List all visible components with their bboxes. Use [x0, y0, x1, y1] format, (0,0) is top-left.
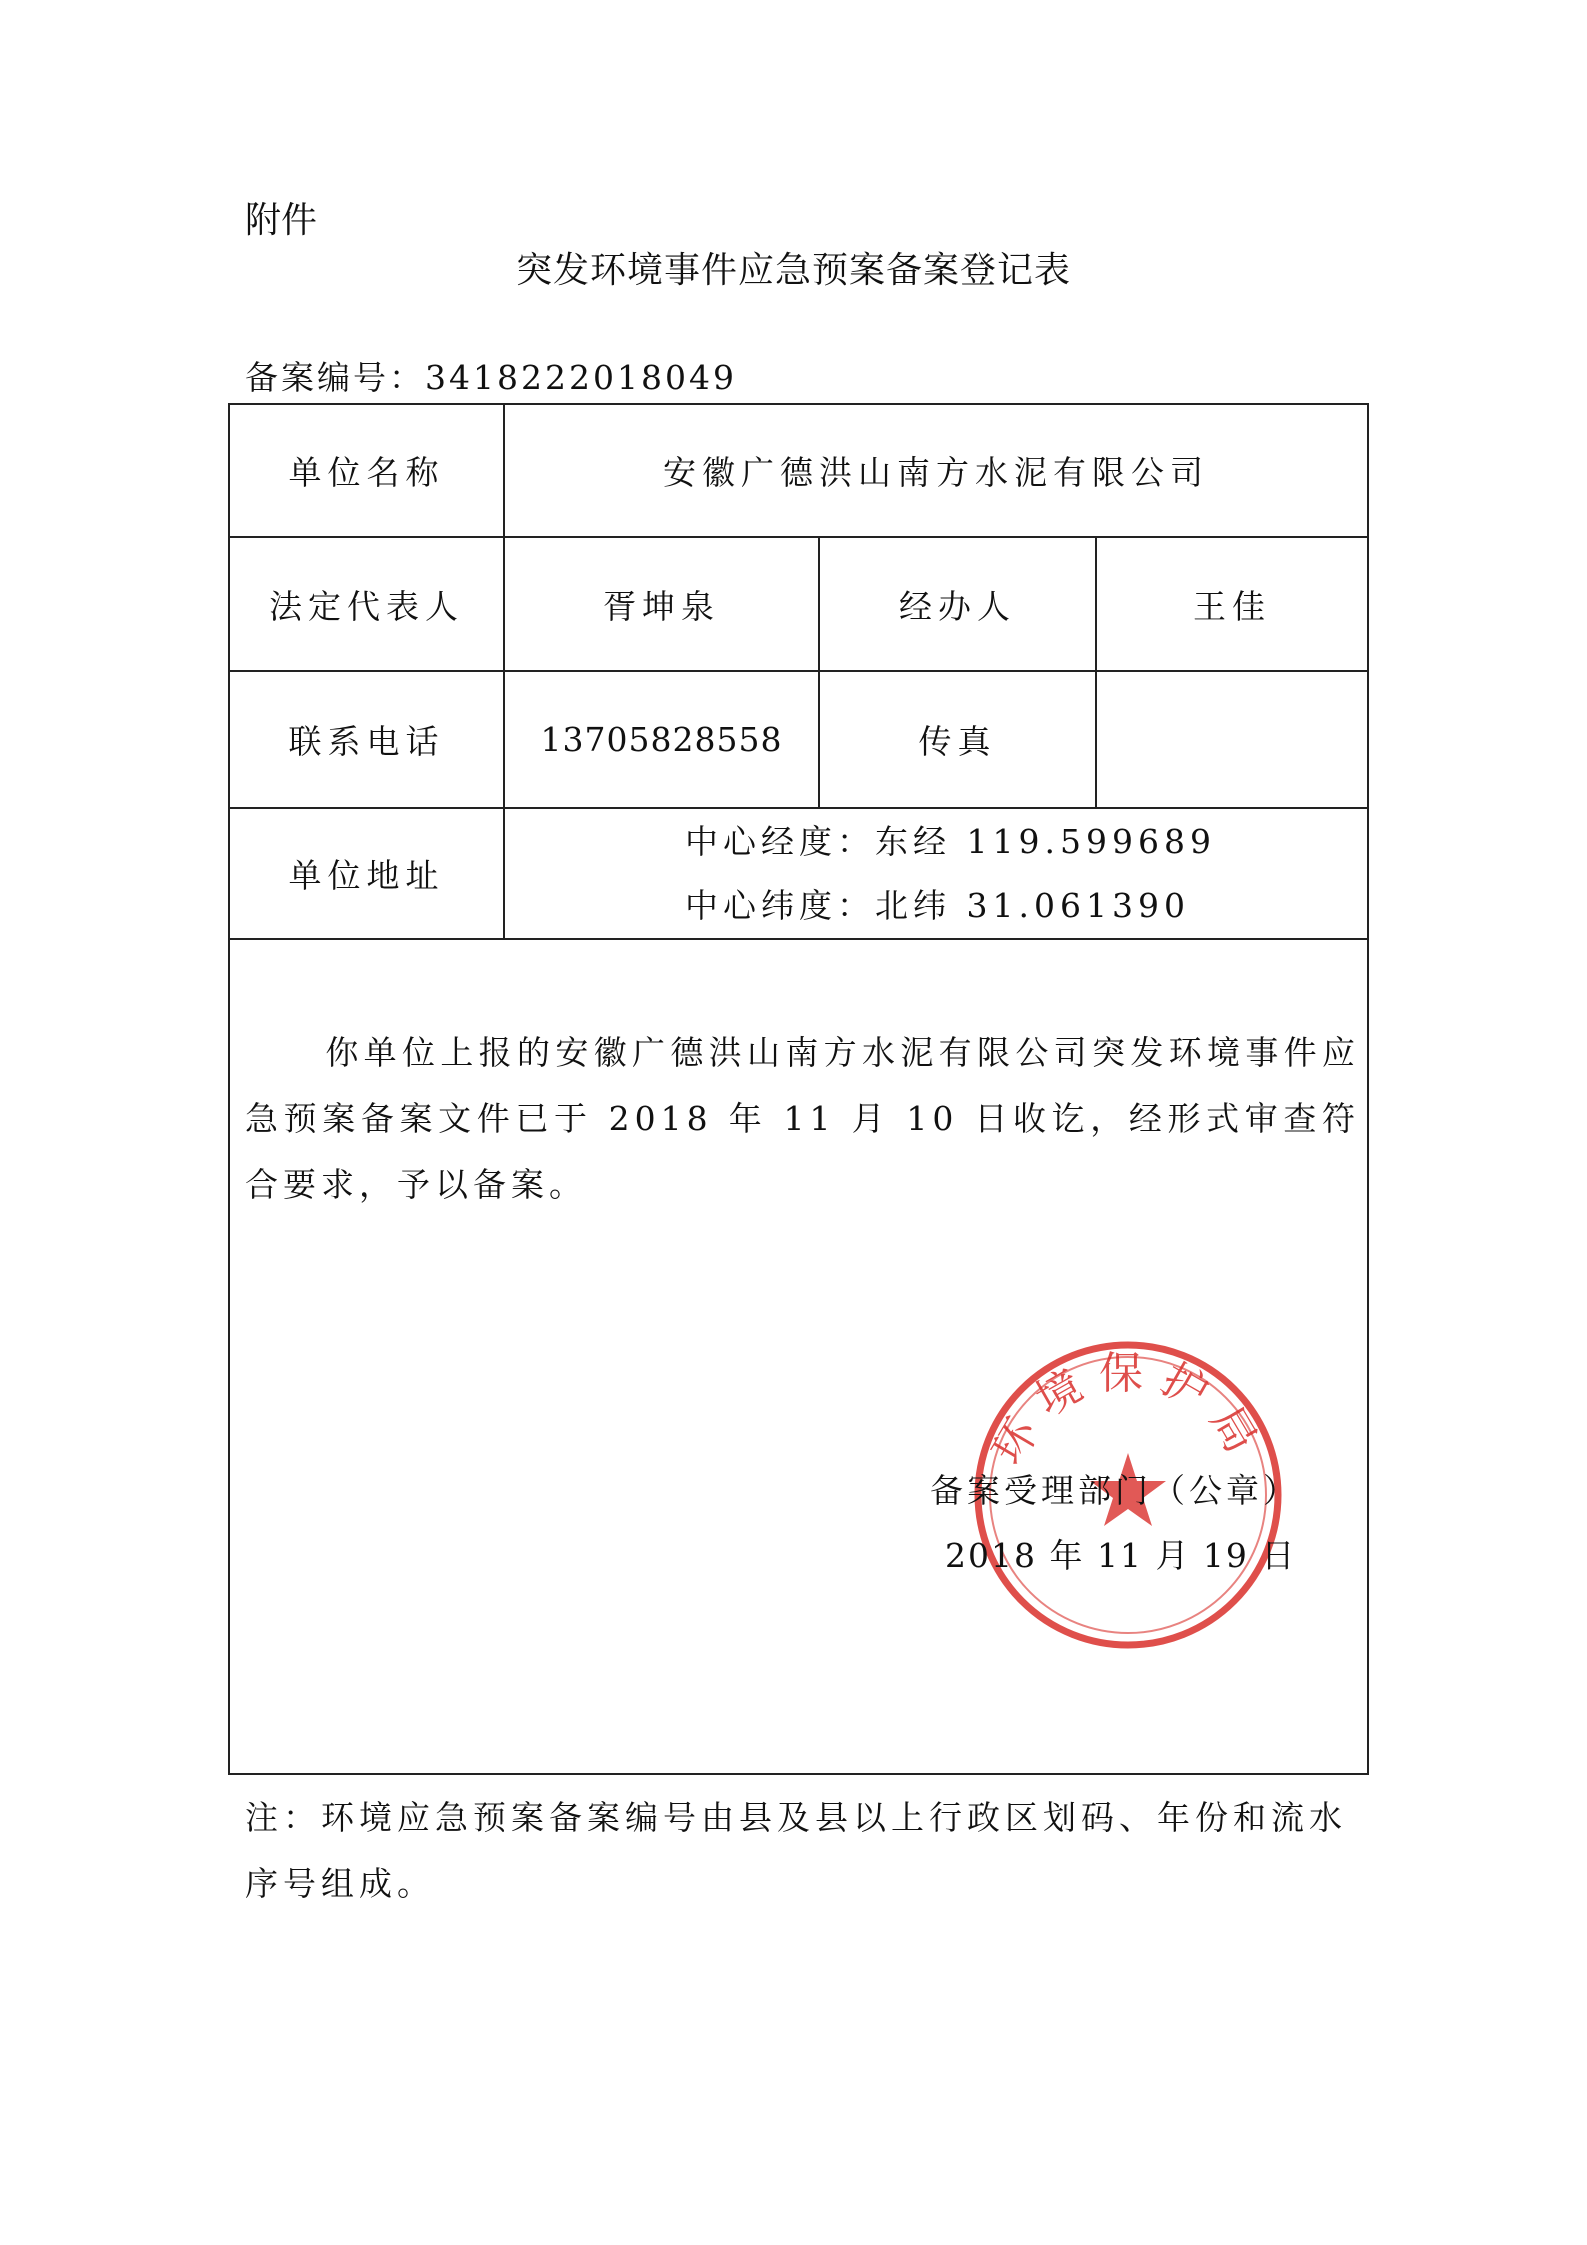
- fax-value: [1097, 672, 1367, 807]
- body-paragraph-text: 你单位上报的安徽广德洪山南方水泥有限公司突发环境事件应急预案备案文件已于 2018 年 11 月 10 日收讫，经形式审查符合要求，予以备案。: [245, 1033, 1360, 1204]
- address-label: 单位地址: [288, 856, 445, 895]
- row-divider: [230, 938, 1367, 940]
- handler-label: 经办人: [899, 586, 1016, 626]
- document-title: 突发环境事件应急预案备案登记表: [515, 250, 1071, 291]
- phone-value: 13705828558: [540, 720, 783, 759]
- record-number: 备案编号：3418222018049: [245, 358, 737, 397]
- unit-name-value: 安徽广德洪山南方水泥有限公司: [663, 453, 1209, 492]
- unit-name-label: 单位名称: [288, 453, 445, 492]
- legal-rep-label: 法定代表人: [269, 586, 464, 626]
- department-label: 备案受理部门（公章）: [930, 1471, 1300, 1510]
- longitude-line: 中心经度：东经 119.599689: [685, 821, 1216, 861]
- phone-label: 联系电话: [288, 722, 445, 761]
- attachment-label: 附件: [245, 200, 318, 241]
- department-date: 2018 年 11 月 19 日: [945, 1536, 1297, 1575]
- handler-value: 王佳: [1193, 586, 1271, 626]
- fax-label: 传真: [918, 722, 997, 761]
- seal-text: 环境保护局: [982, 1348, 1274, 1474]
- footnote: 注：环境应急预案备案编号由县及县以上行政区划码、年份和流水序号组成。: [245, 1798, 1347, 1903]
- legal-rep-value: 胥坤泉: [603, 586, 720, 626]
- address-value: [505, 809, 1367, 938]
- body-paragraph: [245, 1020, 1360, 1218]
- latitude-line: 中心纬度：北纬 31.061390: [685, 885, 1190, 925]
